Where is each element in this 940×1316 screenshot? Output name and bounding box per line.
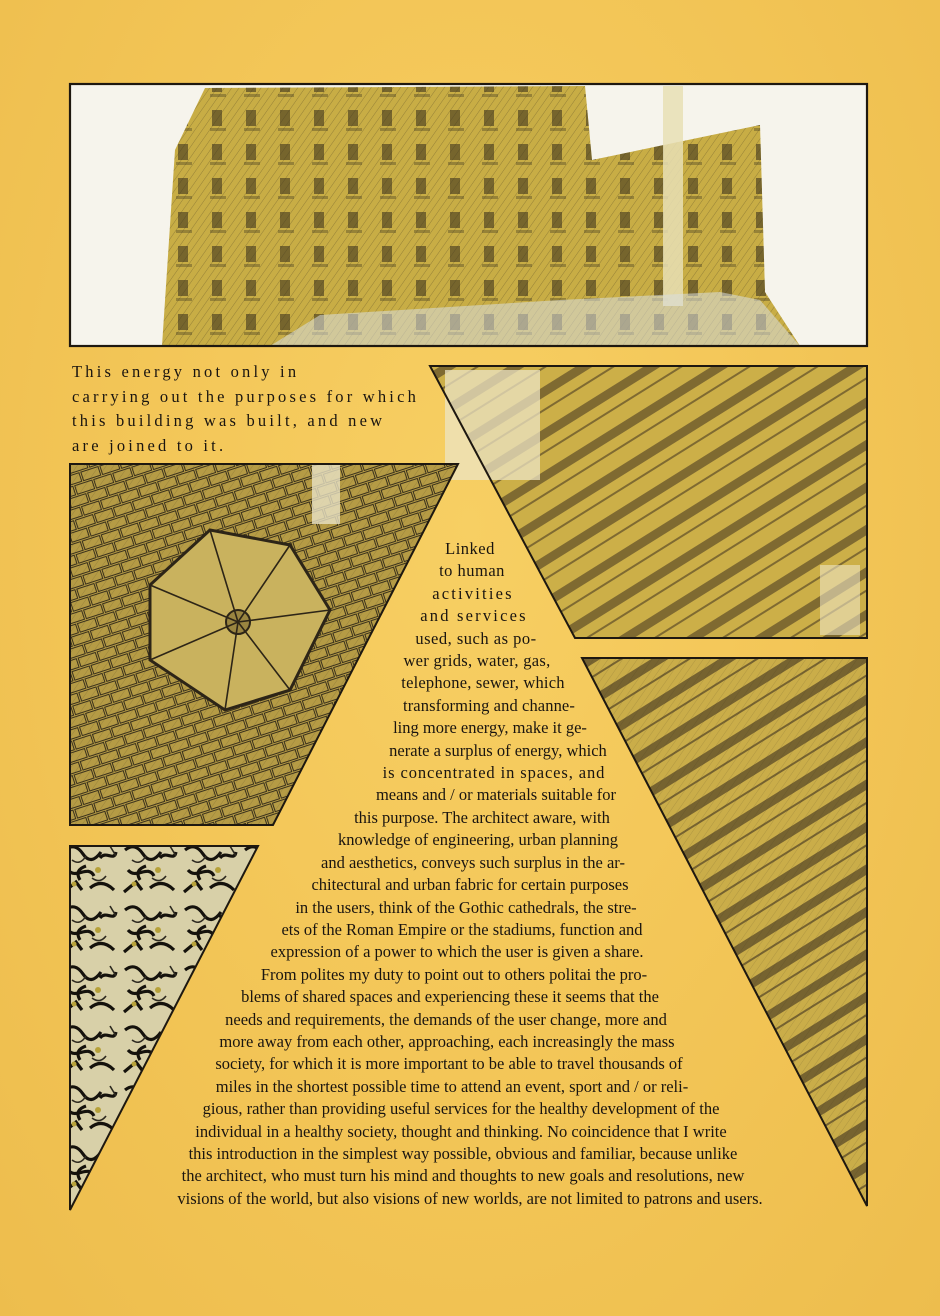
panel-building	[70, 84, 867, 346]
body-line: blems of shared spaces and experiencing these it seems that the	[241, 987, 659, 1007]
body-line: activities	[432, 583, 514, 603]
body-line: miles in the shortest possible time to attend an event, sport and / or reli-	[215, 1076, 689, 1096]
body-line: means and / or materials suitable for	[375, 785, 617, 805]
body-line: expression of a power to which the user is given a share.	[270, 942, 644, 962]
body-line: society, for which it is more important to be able to travel thousands of	[215, 1054, 683, 1074]
intro-line: this building was built, and new	[72, 411, 386, 430]
body-line: gious, rather than providing useful services for the healthy development of the	[202, 1099, 720, 1119]
body-line: more away from each other, approaching, each increasingly the mass	[219, 1031, 675, 1051]
body-line: is concentrated in spaces, and	[382, 763, 606, 783]
body-line: telephone, sewer, which	[401, 673, 565, 693]
body-text	[0, 538, 940, 1210]
intro-line: are joined to it.	[72, 435, 227, 455]
body-line: wer grids, water, gas,	[403, 651, 551, 671]
body-line: the architect, who must turn his mind and thoughts to new goals and resolutions, new	[181, 1166, 745, 1186]
body-line: Linked	[445, 539, 495, 558]
body-line: ets of the Roman Empire or the stadiums, function and	[281, 919, 643, 939]
body-line: used, such as po-	[415, 628, 537, 648]
body-line: nerate a surplus of energy, which	[389, 740, 607, 760]
body-line: From polites my duty to point out to others politai the pro-	[260, 964, 648, 984]
body-line: needs and requirements, the demands of the user change, more and	[225, 1009, 667, 1029]
body-line: this purpose. The architect aware, with	[354, 807, 610, 827]
body-line: individual in a healthy society, thought and thinking. No coincidence that I write	[195, 1121, 727, 1141]
body-line: transforming and channe-	[403, 695, 575, 715]
body-line: knowledge of engineering, urban planning	[338, 830, 618, 850]
body-line: and aesthetics, conveys such surplus in the ar-	[321, 852, 625, 872]
body-line: this introduction in the simplest way possible, obvious and familiar, because unlike	[188, 1143, 738, 1163]
body-line: in the users, think of the Gothic cathedrals, the stre-	[295, 897, 637, 917]
intro-line: This energy not only in	[72, 362, 300, 381]
body-line: and services	[420, 606, 528, 626]
body-line: chitectural and urban fabric for certain purposes	[311, 875, 629, 895]
intro-caption	[72, 360, 452, 458]
body-line: to human	[439, 561, 505, 581]
intro-line: carrying out the purposes for which	[72, 386, 420, 406]
body-line: visions of the world, but also visions of new worlds, are not limited to patrons and users.	[177, 1188, 763, 1208]
body-line: ling more energy, make it ge-	[393, 718, 587, 738]
